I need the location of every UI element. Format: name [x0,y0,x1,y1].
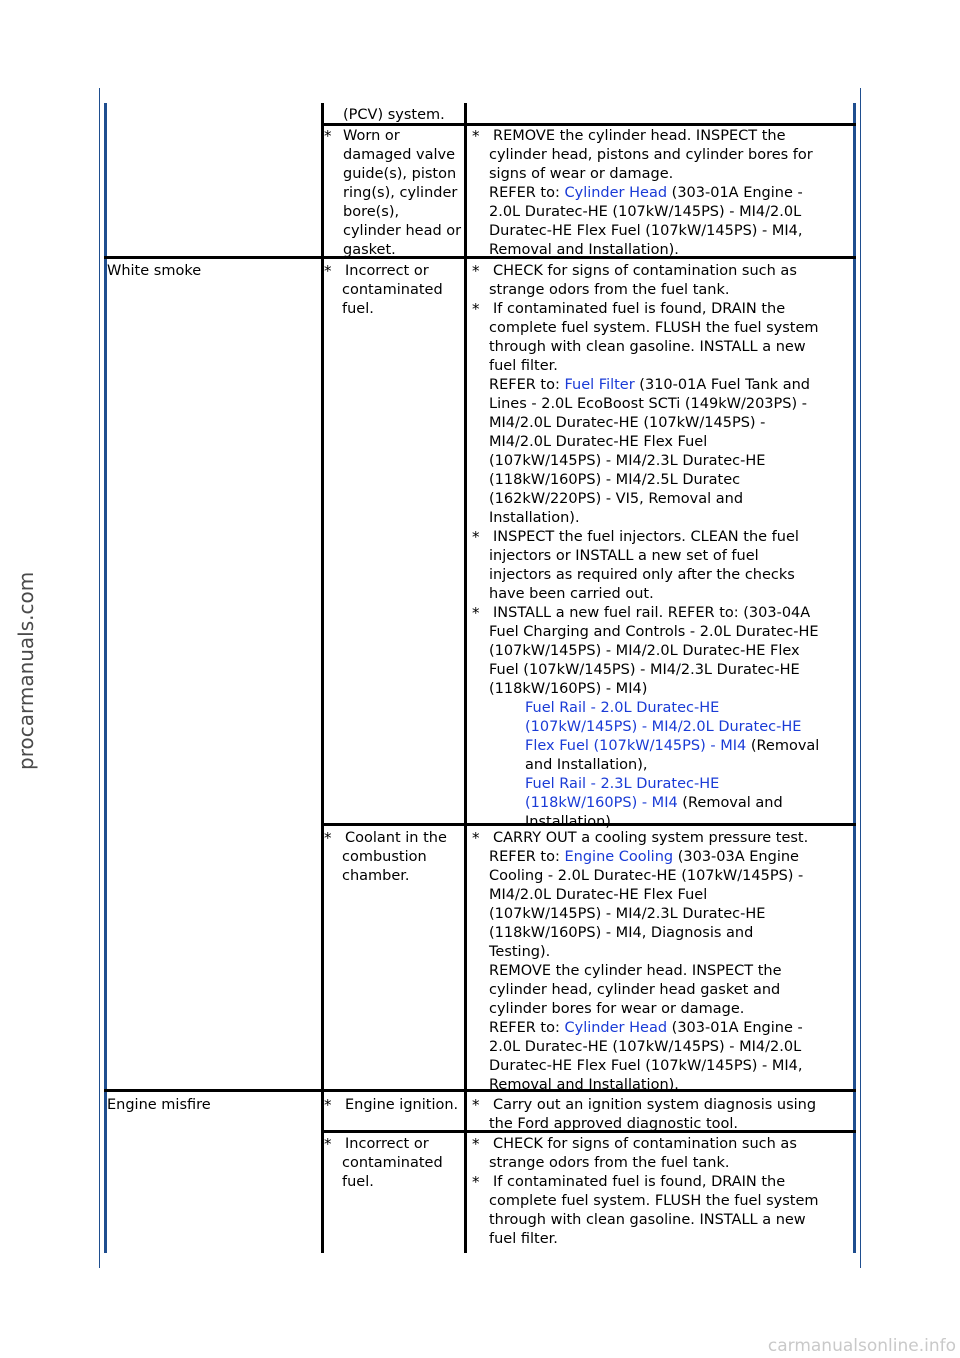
action-line: strange odors from the fuel tank. [489,282,730,298]
refer-to-label: REFER to: [489,849,565,865]
column-divider-action [464,103,467,1253]
action-line [525,737,819,756]
action-line: Fuel (107kW/145PS) - MI4/2.3L Duratec-HE [489,662,800,678]
action-line: INSPECT the fuel injectors. CLEAN the fuel [493,529,799,545]
cause-line: fuel. [342,1174,374,1190]
reference-text: (303-01A Engine - [667,1020,803,1036]
action-line: through with clean gasoline. INSTALL a new [489,1212,806,1228]
action-line: (107kW/145PS) - MI4/2.0L Duratec-HE Flex [489,643,800,659]
refer-to-label: REFER to: [489,377,565,393]
cause-line: Coolant in the [345,830,447,846]
cause-line: ring(s), cylinder [343,185,458,201]
action-line: (118kW/160PS) - MI4) [489,681,648,697]
condition-white-smoke: White smoke [107,263,202,279]
bullet-star: * [472,1173,480,1191]
link-fuel-rail-2-0l[interactable]: (107kW/145PS) - MI4/2.0L Duratec-HE [525,719,802,735]
action-line: (162kW/220PS) - VI5, Removal and [489,491,744,507]
action-line: Duratec-HE Flex Fuel (107kW/145PS) - MI4, [489,223,803,239]
action-line: Lines - 2.0L EcoBoost SCTi (149kW/203PS) - [489,396,807,412]
action-line: MI4/2.0L Duratec-HE (107kW/145PS) - [489,415,766,431]
action-line: Removal and Installation). [489,1077,679,1093]
page-border-right-outer [860,88,861,1268]
action-line: 2.0L Duratec-HE (107kW/145PS) - MI4/2.0L [489,204,802,220]
action-line: REMOVE the cylinder head. INSPECT the [493,128,786,144]
cause-line: contaminated [342,1155,443,1171]
action-line: If contaminated fuel is found, DRAIN the [493,1174,786,1190]
action-line: cylinder bores for wear or damage. [489,1001,745,1017]
cause-line: cylinder head or [343,223,462,239]
action-line: complete fuel system. FLUSH the fuel system [489,320,819,336]
action-line: CHECK for signs of contamination such as [493,263,797,279]
action-line: through with clean gasoline. INSTALL a new [489,339,806,355]
row-divider [104,1089,856,1092]
side-watermark: procarmanuals.com [14,571,38,770]
action-line: CARRY OUT a cooling system pressure test. [493,830,809,846]
bullet-star: * [324,262,332,280]
action-line [489,848,799,867]
bullet-star: * [472,1096,480,1114]
action-line: Installation). [489,510,580,526]
cause-line: fuel. [342,301,374,317]
action-line: (107kW/145PS) - MI4/2.3L Duratec-HE [489,906,766,922]
bullet-star: * [324,829,332,847]
reference-text: (Removal [746,738,820,754]
action-line [489,1019,803,1038]
row-divider [104,256,856,259]
link-cylinder-head[interactable]: Cylinder Head [564,1020,668,1036]
action-line: signs of wear or damage. [489,166,674,182]
link-fuel-filter[interactable]: Fuel Filter [564,377,635,393]
action-line: Testing). [489,944,551,960]
action-line [525,794,783,813]
action-line: Cooling - 2.0L Duratec-HE (107kW/145PS) - [489,868,804,884]
page-border-left-outer [99,88,100,1268]
reference-text: (Removal and [677,795,783,811]
cause-line: guide(s), piston [343,166,457,182]
reference-text: (303-01A Engine - [667,185,803,201]
action-line: MI4/2.0L Duratec-HE Flex Fuel [489,434,708,450]
action-line [489,184,803,203]
action-line: cylinder head, cylinder head gasket and [489,982,781,998]
refer-to-label: REFER to: [489,1020,565,1036]
cause-line: damaged valve [343,147,456,163]
bullet-star: * [324,1135,332,1153]
action-line: CHECK for signs of contamination such as [493,1136,797,1152]
cause-line: bore(s), [343,204,400,220]
action-line: (107kW/145PS) - MI4/2.3L Duratec-HE [489,453,766,469]
bullet-star: * [472,829,480,847]
action-line: fuel filter. [489,358,558,374]
link-engine-cooling[interactable]: Engine Cooling [564,849,674,865]
bullet-star: * [324,127,332,145]
refer-to-label: REFER to: [489,185,565,201]
action-line: Carry out an ignition system diagnosis using [493,1097,817,1113]
link-fuel-rail-2-3l[interactable]: (118kW/160PS) - MI4 [525,795,678,811]
link-fuel-rail-2-0l[interactable]: Fuel Rail - 2.0L Duratec-HE [525,700,720,716]
bullet-star: * [324,1096,332,1114]
cause-line: Incorrect or [345,263,429,279]
cause-line: chamber. [342,868,410,884]
cause-line: Incorrect or [345,1136,429,1152]
action-line: the Ford approved diagnostic tool. [489,1116,739,1132]
cause-line: Worn or [343,128,400,144]
action-line: INSTALL a new fuel rail. REFER to: (303-04A [493,605,811,621]
action-line: MI4/2.0L Duratec-HE Flex Fuel [489,887,708,903]
action-line: If contaminated fuel is found, DRAIN the [493,301,786,317]
bullet-star: * [472,604,480,622]
action-line: have been carried out. [489,586,654,602]
reference-text: (310-01A Fuel Tank and [634,377,810,393]
link-cylinder-head[interactable]: Cylinder Head [564,185,668,201]
condition-engine-misfire: Engine misfire [107,1097,211,1113]
action-line: (118kW/160PS) - MI4/2.5L Duratec [489,472,741,488]
action-line: and Installation), [525,757,648,773]
bullet-star: * [472,1135,480,1153]
action-line: Installation). [525,814,616,830]
action-line: Fuel Charging and Controls - 2.0L Duratec-HE [489,624,819,640]
cause-line: contaminated [342,282,443,298]
cause-line: Engine ignition. [345,1097,459,1113]
action-line [489,376,810,395]
action-line: 2.0L Duratec-HE (107kW/145PS) - MI4/2.0L [489,1039,802,1055]
link-fuel-rail-2-0l[interactable]: Flex Fuel (107kW/145PS) - MI4 [525,738,747,754]
bullet-star: * [472,127,480,145]
action-line: Removal and Installation). [489,242,679,258]
bullet-star: * [472,528,480,546]
action-line: REMOVE the cylinder head. INSPECT the [489,963,782,979]
action-line: Duratec-HE Flex Fuel (107kW/145PS) - MI4, [489,1058,803,1074]
reference-text: (303-03A Engine [673,849,799,865]
action-line: injectors as required only after the checks [489,567,795,583]
action-line: fuel filter. [489,1231,558,1247]
bullet-star: * [472,262,480,280]
page-border-right-inner [853,103,856,1253]
action-line: cylinder head, pistons and cylinder bores for [489,147,813,163]
cause-line: gasket. [343,242,396,258]
cause-line: combustion [342,849,427,865]
action-line: complete fuel system. FLUSH the fuel system [489,1193,819,1209]
bullet-star: * [472,300,480,318]
action-line: injectors or INSTALL a new set of fuel [489,548,759,564]
cause-text: (PCV) system. [343,107,445,123]
action-line: strange odors from the fuel tank. [489,1155,730,1171]
link-fuel-rail-2-3l[interactable]: Fuel Rail - 2.3L Duratec-HE [525,776,720,792]
footer-watermark: carmanualsonline.info [767,1336,956,1356]
action-line: (118kW/160PS) - MI4, Diagnosis and [489,925,754,941]
